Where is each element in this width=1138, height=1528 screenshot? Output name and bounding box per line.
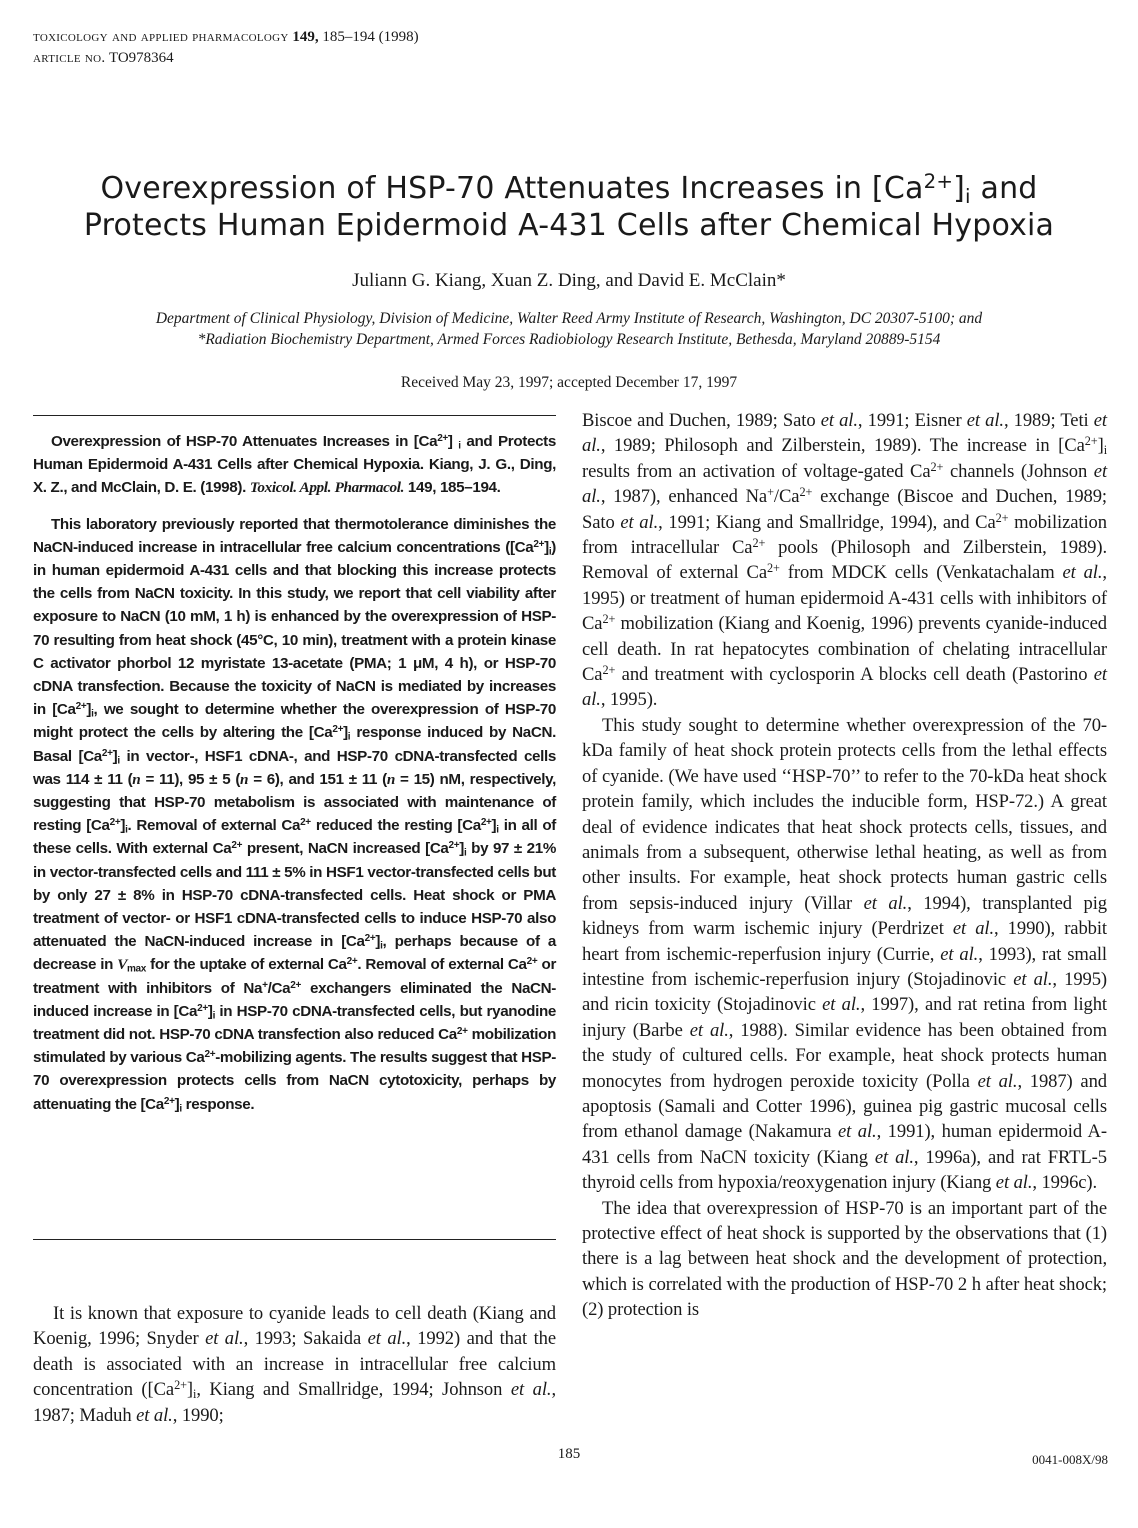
- text-run: -mobilizing agents. The results suggest that HSP-70 overexpression protects cells from NaCN cytotoxicity, perhaps by attenuating the [Ca: [33, 1049, 557, 1113]
- italic-run: et al.: [1062, 562, 1103, 584]
- subscript: i: [463, 847, 467, 859]
- citation-sup: 2+: [437, 432, 448, 444]
- subscript: i: [548, 546, 552, 558]
- superscript: 2+: [197, 1002, 208, 1014]
- subscript: i: [212, 1010, 215, 1022]
- text-run: , 1992) and that the death is associated with an increase in intracellular free calcium concentration ([Ca: [33, 1328, 556, 1401]
- right-column-text: [582, 408, 1107, 1323]
- text-run: channels (Johnson: [943, 460, 1094, 482]
- text-run: , 1995) or treatment of human epidermoid A-431 cells with inhibitors of Ca: [582, 562, 1107, 635]
- superscript: 2+: [930, 459, 944, 474]
- italic-run: et al.: [136, 1404, 173, 1426]
- text-run: = 15) nM, respectively, suggesting that HSP-70 metabolism is associated with maintenance of resting [Ca: [33, 770, 556, 835]
- text-run: or treatment with inhibitors of Na: [33, 956, 557, 997]
- affiliation: [60, 308, 1078, 350]
- italic-run: et al.: [995, 1172, 1033, 1194]
- text-run: in vector-, HSF1 cDNA-, and HSP-70 cDNA-transfected cells was 114 ± 11 (: [33, 747, 556, 788]
- italic-run: V: [117, 956, 127, 974]
- paragraph-continued: [582, 408, 1107, 713]
- journal-code: 0041-008X/98: [1032, 1452, 1108, 1467]
- paper-title: [40, 170, 1098, 244]
- italic-run: et al.: [367, 1328, 407, 1350]
- superscript: 2+: [300, 817, 311, 829]
- citation-text: 149, 185–194.: [404, 479, 501, 497]
- citation-text: Overexpression of HSP-70 Attenuates Increases in [Ca: [51, 433, 438, 450]
- superscript: 2+: [995, 510, 1009, 525]
- italic-run: et al.: [822, 994, 861, 1016]
- journal-name: toxicology and applied pharmacology: [33, 29, 289, 45]
- superscript: 2+: [602, 612, 616, 627]
- superscript: 2+: [204, 1049, 216, 1061]
- title-text: Overexpression of HSP-70 Attenuates Increases in [Ca: [100, 171, 924, 206]
- superscript: 2+: [290, 979, 301, 991]
- text-run: /Ca: [773, 486, 800, 508]
- text-run: results from an activation of voltage-gated Ca: [582, 460, 931, 482]
- text-run: It is known that exposure to cyanide leads to cell death (Kiang and Koenig, 1996; Snyder: [33, 1303, 556, 1350]
- text-run: mobilization stimulated by various Ca: [33, 1026, 556, 1067]
- subscript: i: [125, 824, 128, 836]
- text-run: pools (Philosoph and Zilberstein, 1989). Removal of external Ca: [582, 537, 1107, 584]
- text-run: ]: [544, 538, 549, 556]
- text-run: in HSP-70 cDNA-transfected cells, but ryanodine treatment did not. HSP-70 cDNA transfection also reduced Ca: [33, 1002, 556, 1044]
- superscript: 2+: [109, 817, 121, 829]
- italic-run: et al.: [966, 410, 1004, 431]
- text-run: , 1991; Kiang and Smallridge, 1994), and Ca: [658, 511, 996, 533]
- italic-run: et al.: [582, 664, 1107, 711]
- italic-run: et al.: [977, 1070, 1018, 1092]
- italic-run: et al.: [510, 1379, 552, 1401]
- subscript: i: [380, 940, 383, 952]
- text-run: , 1989; Philosoph and Zilberstein, 1989). The increase in [Ca: [600, 435, 1085, 457]
- text-run: , 1989; Teti: [1003, 410, 1094, 431]
- superscript: 2+: [602, 662, 616, 677]
- title-sup: 2+: [923, 170, 954, 194]
- text-run: , 1990;: [172, 1404, 224, 1426]
- subscript: i: [496, 824, 499, 836]
- text-run: Biscoe and Duchen, 1989; Sato: [582, 410, 821, 431]
- text-run: mobilization (Kiang and Koenig, 1996) prevents cyanide-induced cell death. In rat hepatocytes combination of chelating intracellular Ca: [582, 613, 1107, 686]
- italic-run: et al.: [874, 1146, 914, 1168]
- superscript: +: [767, 485, 774, 500]
- title-sub: i: [965, 184, 971, 208]
- superscript: 2+: [101, 747, 113, 759]
- citation-journal: Toxicol. Appl. Pharmacol.: [249, 479, 405, 497]
- text-run: , we sought to determine whether the overexpression of HSP-70 might protect the cells by altering the [Ca: [33, 701, 557, 742]
- superscript: 2+: [480, 817, 492, 829]
- affiliation-line-1: Department of Clinical Physiology, Division of Medicine, Walter Reed Army Institute of Research, Washington, DC 20307-5100; and: [155, 310, 983, 327]
- italic-run: et al.: [689, 1019, 729, 1041]
- superscript: 2+: [766, 561, 780, 576]
- text-run: This laboratory previously reported that thermotolerance diminishes the NaCN-induced increase in intracellular free calcium concentrations ([Ca: [33, 515, 556, 556]
- abstract-bottom-rule: [33, 1239, 556, 1240]
- affiliation-line-2: *Radiation Biochemistry Department, Armed Forces Radiobiology Research Institute, Bethesda, Maryland 20889-5154: [197, 331, 941, 348]
- text-run: , 1993; Sakaida: [243, 1328, 368, 1350]
- superscript: 2+: [799, 485, 813, 500]
- text-run: ) in human epidermoid A-431 cells and that blocking this increase protects the cells from NaCN toxicity. In this study, we report that cell viability after exposure to NaCN (10 mM, 1 h) is enhanced by the overexpression of HSP-70 resulting from heat shock (45°C, 10 min), treatment with a protein kinase C activator phorbol 12 myristate 13-acetate (PMA; 1 μM, 4 h), or HSP-70 cDNA transfection. Because the toxicity of NaCN is mediated by increases in [Ca: [33, 538, 556, 719]
- paragraph-hsp70-evidence: [582, 713, 1107, 1196]
- text-run: response induced by NaCN. Basal [Ca: [33, 724, 556, 765]
- text-run: , 1997), and rat retina from light injury (Barbe: [582, 994, 1107, 1041]
- text-run: , 1996a), and rat FRTL-5 thyroid cells from hypoxia/reoxygenation injury (Kiang: [582, 1146, 1107, 1194]
- text-run: /Ca: [267, 979, 291, 997]
- text-run: reduced the resting [Ca: [310, 817, 481, 835]
- text-run: , 1994), transplanted pig kidneys from warm ischemic injury (Perdrizet: [582, 892, 1107, 940]
- left-column-text: [33, 1301, 556, 1428]
- italic-run: n: [132, 770, 141, 788]
- text-run: ]: [1097, 435, 1104, 457]
- text-run: , Kiang and Smallridge, 1994; Johnson: [196, 1379, 511, 1401]
- title-text-end: and: [970, 171, 1038, 206]
- text-run: ]: [174, 1095, 180, 1113]
- italic-run: et al.: [863, 892, 908, 914]
- text-run: ]: [186, 1379, 194, 1401]
- received-dates: Received May 23, 1997; accepted December 17, 1997: [400, 374, 738, 391]
- text-run: from MDCK cells (Venkatachalam: [779, 562, 1063, 584]
- superscript: +: [262, 979, 268, 991]
- citation-text: and Protects Human Epidermoid A-431 Cells after Chemical Hypoxia. Kiang, J. G., Ding, X. Z., and McClain, D. E. (1998).: [33, 433, 556, 497]
- superscript: 2+: [163, 1095, 175, 1107]
- abstract: [33, 430, 556, 1116]
- text-run: , 1987; Maduh: [33, 1379, 556, 1426]
- article-label: article no.: [33, 50, 106, 66]
- text-run: , 1996c).: [1032, 1172, 1098, 1194]
- subscript: i: [117, 755, 120, 767]
- text-run: = 11), 95 ± 5 (: [140, 770, 241, 788]
- superscript: 2+: [231, 840, 243, 852]
- text-run: , 1991), human epidermoid A-431 cells from NaCN toxicity (Kiang: [582, 1121, 1107, 1168]
- text-run: ]: [343, 724, 348, 742]
- title-line-2: Protects Human Epidermoid A-431 Cells after Chemical Hypoxia: [83, 208, 1055, 243]
- abstract-top-rule: [33, 415, 556, 416]
- text-run: ]: [112, 747, 118, 765]
- italic-run: et al.: [940, 943, 979, 965]
- superscript: 2+: [1084, 434, 1098, 449]
- text-run: response.: [181, 1095, 255, 1113]
- volume: 149,: [292, 29, 319, 45]
- text-run: The idea that overexpression of HSP-70 is an important part of the protective effect of heat shock is supported by the observations that (1) there is a lag between heat shock and the development of protection, which is correlated with the production of HSP-70 2 h after heat shock; (2) protection is: [582, 1197, 1107, 1321]
- abstract-body: [33, 513, 556, 1116]
- subscript: i: [1103, 443, 1107, 458]
- subscript: i: [193, 1387, 197, 1402]
- text-run: by 97 ± 21% in vector-transfected cells and 111 ± 5% in HSF1 vector-transfected cells but by only 27 ± 8% in HSP-70 cDNA-transfected cells. Heat shock or PMA treatment of vector- or HSF1 cDNA-transfected cells to induce HSP-70 also attenuated the NaCN-induced increase in [Ca: [33, 840, 556, 951]
- italic-run: et al.: [952, 918, 995, 940]
- page-number: 185: [557, 1446, 581, 1462]
- citation-sub: i: [458, 440, 461, 452]
- text-run: mobilization from intracellular Ca: [582, 511, 1107, 559]
- citation-text: ]: [447, 433, 459, 450]
- text-run: . Removal of external Ca: [357, 956, 527, 974]
- paragraph-hsp70-idea: [582, 1196, 1107, 1323]
- italic-run: et al.: [582, 460, 1108, 508]
- text-run: , 1995) and ricin toxicity (Stojadinovic: [582, 968, 1107, 1016]
- text-run: present, NaCN increased [Ca: [242, 840, 449, 858]
- text-run: This study sought to determine whether overexpression of the 70-kDa family of heat shock protein protects cells from the lethal effects of cyanide. (We have used ‘‘HSP-70’’ to refer to the 70-kDa heat shock protein family, which includes the inducible form, HSP-72.) A great deal of evidence indicates that heat shock protects cells, tissues, and animals from a subsequent, otherwise lethal heating, as well as from other insults. For example, heat shock protects human gastric cells from sepsis-induced injury (Villar: [582, 714, 1107, 914]
- superscript: 2+: [75, 701, 87, 713]
- text-run: exchangers eliminated the NaCN-induced increase in [Ca: [33, 979, 557, 1020]
- superscript: 2+: [533, 538, 545, 550]
- abstract-citation: [33, 430, 556, 500]
- text-run: ]: [491, 817, 497, 835]
- superscript: 2+: [332, 724, 344, 736]
- subscript: max: [127, 963, 146, 975]
- text-run: , 1988). Similar evidence has been obtained from the study of cultured cells. For example, heat shock protects human monocytes from hydrogen peroxide toxicity (Polla: [582, 1019, 1107, 1092]
- italic-run: et al.: [837, 1121, 877, 1143]
- superscript: 2+: [174, 1378, 187, 1393]
- text-run: and treatment with cyclosporin A blocks cell death (Pastorino: [615, 664, 1094, 686]
- italic-run: et al.: [1013, 968, 1053, 990]
- text-run: for the uptake of external Ca: [146, 956, 347, 974]
- subscript: i: [91, 708, 94, 720]
- text-run: ]: [375, 933, 381, 951]
- subscript: i: [347, 731, 351, 743]
- superscript: 2+: [526, 956, 538, 968]
- text-run: , 1995).: [600, 689, 658, 711]
- text-run: ]: [120, 817, 126, 835]
- article-line: [33, 48, 419, 69]
- article-number: TO978364: [108, 50, 174, 66]
- italic-run: et al.: [205, 1328, 244, 1350]
- superscript: 2+: [456, 1026, 468, 1038]
- italic-run: n: [240, 770, 249, 788]
- text-run: , 1993), rat small intestine from ischemic-reperfusion injury (Stojadinovic: [582, 943, 1107, 990]
- pages: 185–194 (1998): [322, 29, 419, 45]
- superscript: 2+: [752, 535, 766, 550]
- text-run: = 6), and 151 ± 11 (: [248, 770, 387, 788]
- italic-run: n: [386, 770, 395, 788]
- italic-run: et al.: [820, 410, 858, 431]
- journal-line: [33, 27, 419, 48]
- title-line-1: Overexpression of HSP-70 Attenuates Increases in $[Ca^{2+}]_i$ and: [100, 170, 1038, 208]
- text-run: ]: [207, 1002, 213, 1020]
- text-run: , 1990), rabbit heart from ischemic-reperfusion injury (Currie,: [582, 918, 1107, 965]
- authors: Juliann G. Kiang, Xuan Z. Ding, and David E. McClain*: [352, 270, 786, 291]
- text-run: ]: [459, 840, 464, 858]
- superscript: 2+: [346, 956, 358, 968]
- running-header: [33, 27, 419, 69]
- text-run: , perhaps because of a decrease in: [33, 933, 556, 974]
- subscript: i: [179, 1103, 182, 1115]
- text-run: . Removal of external Ca: [127, 817, 301, 835]
- text-run: , 1991; Eisner: [857, 410, 967, 431]
- text-run: in all of these cells. With external Ca: [33, 817, 556, 858]
- superscript: 2+: [448, 840, 460, 852]
- text-run: , 1987), enhanced Na: [600, 486, 768, 508]
- intro-paragraph: [33, 1301, 556, 1428]
- italic-run: et al.: [620, 511, 659, 533]
- text-run: ]: [86, 701, 92, 719]
- superscript: 2+: [364, 933, 376, 945]
- italic-run: et al.: [582, 410, 1107, 457]
- text-run: , 1987) and apoptosis (Samali and Cotter 1996), guinea pig gastric mucosal cells from ethanol damage (Nakamura: [582, 1070, 1107, 1143]
- text-run: exchange (Biscoe and Duchen, 1989; Sato: [582, 486, 1107, 533]
